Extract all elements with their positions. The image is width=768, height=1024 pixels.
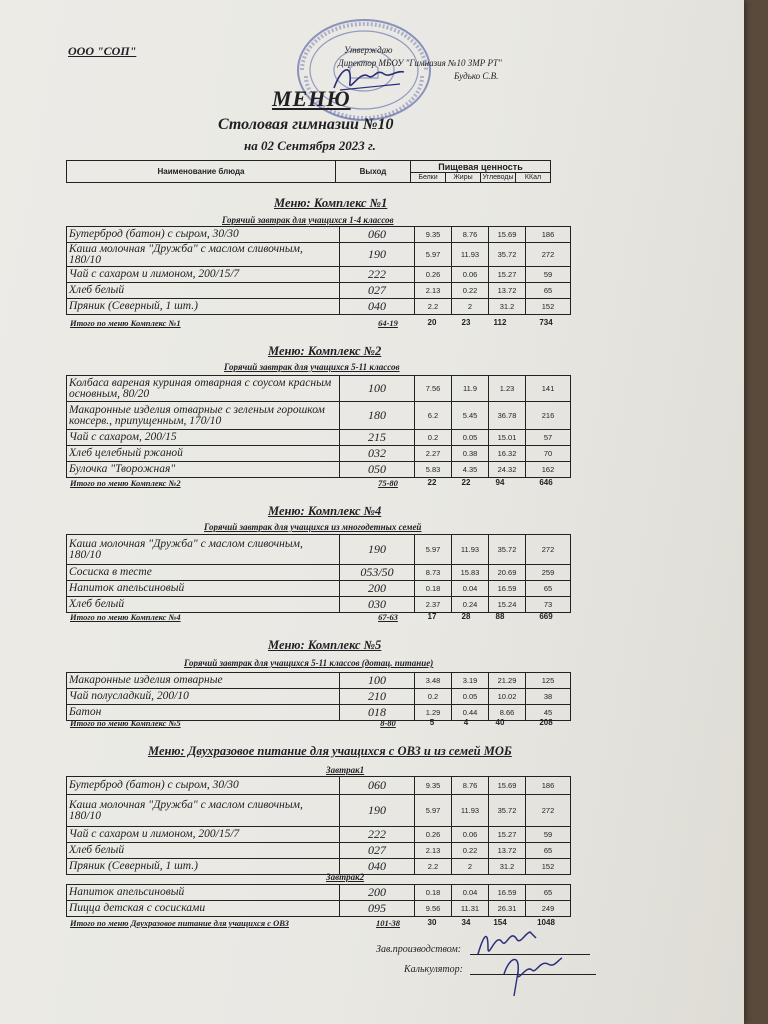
menu-row: [67, 827, 571, 843]
approve-word: Утверждаю: [344, 45, 393, 55]
dish-protein: 2.37: [415, 597, 452, 613]
menu-row: [67, 376, 571, 402]
menu-date: на 02 Сентября 2023 г.: [244, 138, 376, 153]
dish-fat: 0.24: [452, 597, 489, 613]
dish-kcal: 65: [526, 581, 571, 597]
col-nutrition-header: Пищевая ценность: [411, 161, 551, 173]
section-title: Меню: Комплекс №5: [268, 638, 382, 652]
dish-kcal: 73: [526, 597, 571, 613]
dish-fat: 5.45: [452, 402, 489, 430]
dish-fat: 0.06: [452, 267, 489, 283]
total-output: 67-63: [378, 612, 398, 622]
dish-output: 100: [340, 673, 415, 689]
page-title: МЕНЮ: [272, 86, 351, 111]
total-protein: 30: [427, 918, 437, 927]
dish-carbs: 13.72: [489, 283, 526, 299]
menu-row: [67, 227, 571, 243]
section-total: [70, 478, 570, 490]
col-name-header: Наименование блюда: [67, 161, 336, 183]
dish-kcal: 272: [526, 243, 571, 267]
col-fat-header: Жиры: [446, 173, 481, 183]
dish-name: Каша молочная "Дружба" с маслом сливочным, 180/10: [67, 535, 340, 565]
dish-output: 180: [340, 402, 415, 430]
dish-carbs: 15.69: [489, 227, 526, 243]
menu-row: [67, 597, 571, 613]
menu-row: [67, 430, 571, 446]
dish-fat: 0.06: [452, 827, 489, 843]
dish-fat: 0.05: [452, 689, 489, 705]
dish-protein: 7.56: [415, 376, 452, 402]
dish-fat: 0.22: [452, 843, 489, 859]
dish-fat: 11.9: [452, 376, 489, 402]
menu-row: [67, 795, 571, 827]
total-fat: 4: [463, 718, 469, 727]
dish-output: 100: [340, 376, 415, 402]
total-output: 8-80: [380, 718, 396, 728]
dish-kcal: 186: [526, 777, 571, 795]
dish-output: 190: [340, 795, 415, 827]
dish-name: Каша молочная "Дружба" с маслом сливочным, 180/10: [67, 795, 340, 827]
dish-carbs: 15.69: [489, 777, 526, 795]
dish-fat: 11.31: [452, 901, 489, 917]
menu-row: [67, 283, 571, 299]
dish-fat: 11.93: [452, 795, 489, 827]
dish-protein: 5.97: [415, 795, 452, 827]
section-total: [70, 718, 570, 730]
menu-row: [67, 689, 571, 705]
dish-protein: 0.2: [415, 689, 452, 705]
total-label: Итого по меню Комплекс №2: [70, 478, 181, 488]
menu-row: [67, 299, 571, 315]
menu-row: [67, 267, 571, 283]
dish-fat: 0.38: [452, 446, 489, 462]
dish-protein: 0.26: [415, 827, 452, 843]
total-carbs: 88: [495, 612, 505, 621]
dish-fat: 3.19: [452, 673, 489, 689]
dish-carbs: 35.72: [489, 535, 526, 565]
menu-row: [67, 243, 571, 267]
dish-carbs: 13.72: [489, 843, 526, 859]
dish-output: 095: [340, 901, 415, 917]
menu-row: [67, 462, 571, 478]
dish-fat: 0.22: [452, 283, 489, 299]
dish-output: 018: [340, 705, 415, 721]
menu-row: [67, 565, 571, 581]
dish-output: 190: [340, 535, 415, 565]
dish-protein: 5.83: [415, 462, 452, 478]
dish-kcal: 65: [526, 283, 571, 299]
calculator-label: Калькулятор:: [404, 964, 463, 975]
dish-name: Чай с сахаром и лимоном, 200/15/7: [67, 827, 340, 843]
dish-carbs: 31.2: [489, 859, 526, 875]
dish-carbs: 16.59: [489, 885, 526, 901]
page-subtitle: Столовая гимназии №10: [218, 116, 394, 133]
dish-carbs: 21.29: [489, 673, 526, 689]
dish-protein: 0.18: [415, 885, 452, 901]
total-label: Итого по меню Комплекс №1: [70, 318, 181, 328]
menu-table: [66, 884, 571, 917]
dish-kcal: 38: [526, 689, 571, 705]
menu-row: [67, 446, 571, 462]
dish-carbs: 35.72: [489, 243, 526, 267]
section-title: Меню: Двухразовое питание для учащихся с ОВЗ и из семей МОБ: [148, 744, 512, 758]
menu-table: [66, 375, 571, 478]
total-fat: 22: [461, 478, 471, 487]
dish-kcal: 272: [526, 535, 571, 565]
dish-kcal: 186: [526, 227, 571, 243]
total-label: Итого по меню Комплекс №4: [70, 612, 181, 622]
dish-kcal: 249: [526, 901, 571, 917]
dish-carbs: 16.59: [489, 581, 526, 597]
dish-fat: 11.93: [452, 535, 489, 565]
dish-name: Чай с сахаром и лимоном, 200/15/7: [67, 267, 340, 283]
dish-name: Пицца детская с сосисками: [67, 901, 340, 917]
dish-fat: 8.76: [452, 227, 489, 243]
dish-name: Булочка "Творожная": [67, 462, 340, 478]
dish-fat: 15.83: [452, 565, 489, 581]
dish-kcal: 272: [526, 795, 571, 827]
dish-carbs: 8.66: [489, 705, 526, 721]
menu-row: [67, 901, 571, 917]
dish-protein: 3.48: [415, 673, 452, 689]
menu-table: [66, 534, 571, 613]
dish-output: 060: [340, 777, 415, 795]
menu-row: [67, 885, 571, 901]
column-header: [66, 160, 551, 183]
menu-row: [67, 673, 571, 689]
dish-kcal: 57: [526, 430, 571, 446]
total-fat: 23: [461, 318, 471, 327]
dish-output: 032: [340, 446, 415, 462]
total-label: Итого по меню Двухразовое питание для учащихся с ОВЗ: [70, 918, 290, 928]
menu-table: [66, 776, 571, 875]
dish-carbs: 36.78: [489, 402, 526, 430]
dish-output: 030: [340, 597, 415, 613]
menu-row: [67, 777, 571, 795]
total-kcal: 1048: [537, 918, 555, 927]
dish-carbs: 15.24: [489, 597, 526, 613]
dish-protein: 5.97: [415, 243, 452, 267]
dish-protein: 2.13: [415, 283, 452, 299]
dish-output: 190: [340, 243, 415, 267]
dish-output: 200: [340, 581, 415, 597]
dish-protein: 1.29: [415, 705, 452, 721]
total-protein: 20: [427, 318, 437, 327]
total-fat: 28: [461, 612, 471, 621]
total-fat: 34: [461, 918, 471, 927]
dish-output: 040: [340, 859, 415, 875]
dish-kcal: 70: [526, 446, 571, 462]
dish-fat: 0.05: [452, 430, 489, 446]
dish-fat: 8.76: [452, 777, 489, 795]
total-output: 64-19: [378, 318, 398, 328]
dish-protein: 5.97: [415, 535, 452, 565]
dish-name: Каша молочная "Дружба" с маслом сливочным, 180/10: [67, 243, 340, 267]
menu-row: [67, 535, 571, 565]
total-kcal: 208: [539, 718, 553, 727]
dish-name: Чай с сахаром, 200/15: [67, 430, 340, 446]
total-kcal: 646: [539, 478, 553, 487]
group-subtitle: Горячий завтрак для учащихся из многодетных семей: [204, 522, 422, 532]
menu-row: [67, 859, 571, 875]
total-protein: 17: [427, 612, 437, 621]
dish-name: Батон: [67, 705, 340, 721]
dish-protein: 9.35: [415, 777, 452, 795]
menu-row: [67, 402, 571, 430]
dish-kcal: 162: [526, 462, 571, 478]
dish-name: Макаронные изделия отварные: [67, 673, 340, 689]
dish-kcal: 59: [526, 267, 571, 283]
section-title: Меню: Комплекс №1: [274, 196, 388, 210]
group-subtitle: Завтрак1: [326, 765, 365, 775]
dish-name: Бутерброд (батон) с сыром, 30/30: [67, 227, 340, 243]
total-label: Итого по меню Комплекс №5: [70, 718, 181, 728]
total-carbs: 40: [495, 718, 505, 727]
menu-table: [66, 226, 571, 315]
col-kcal-header: ККал: [516, 173, 551, 183]
dish-carbs: 16.32: [489, 446, 526, 462]
dish-fat: 0.44: [452, 705, 489, 721]
dish-protein: 2.2: [415, 299, 452, 315]
dish-name: Хлеб целебный ржаной: [67, 446, 340, 462]
dish-name: Хлеб белый: [67, 843, 340, 859]
total-kcal: 669: [539, 612, 553, 621]
dish-carbs: 20.69: [489, 565, 526, 581]
dish-output: 053/50: [340, 565, 415, 581]
dish-fat: 4.35: [452, 462, 489, 478]
dish-protein: 0.26: [415, 267, 452, 283]
dish-name: Бутерброд (батон) с сыром, 30/30: [67, 777, 340, 795]
dish-kcal: 125: [526, 673, 571, 689]
group-subtitle: Горячий завтрак для учащихся 5-11 классов: [224, 362, 400, 372]
dish-output: 200: [340, 885, 415, 901]
dish-name: Пряник (Северный, 1 шт.): [67, 859, 340, 875]
dish-carbs: 35.72: [489, 795, 526, 827]
dish-carbs: 15.27: [489, 267, 526, 283]
total-kcal: 734: [539, 318, 553, 327]
dish-fat: 2: [452, 299, 489, 315]
section-total: [70, 612, 570, 624]
dish-kcal: 65: [526, 885, 571, 901]
dish-protein: 2.27: [415, 446, 452, 462]
col-protein-header: Белки: [411, 173, 446, 183]
dish-output: 060: [340, 227, 415, 243]
dish-name: Пряник (Северный, 1 шт.): [67, 299, 340, 315]
producer-label: Зав.производством:: [376, 944, 462, 955]
dish-protein: 0.18: [415, 581, 452, 597]
group-subtitle: Завтрак2: [326, 872, 365, 882]
dish-carbs: 24.32: [489, 462, 526, 478]
dish-name: Хлеб белый: [67, 597, 340, 613]
dish-carbs: 31.2: [489, 299, 526, 315]
dish-protein: 9.35: [415, 227, 452, 243]
dish-name: Макаронные изделия отварные с зеленым горошком консерв., припущенным, 170/10: [67, 402, 340, 430]
dish-kcal: 65: [526, 843, 571, 859]
dish-protein: 0.2: [415, 430, 452, 446]
total-protein: 5: [429, 718, 435, 727]
dish-kcal: 141: [526, 376, 571, 402]
dish-name: Хлеб белый: [67, 283, 340, 299]
dish-kcal: 45: [526, 705, 571, 721]
dish-name: Напиток апельсиновый: [67, 885, 340, 901]
dish-kcal: 216: [526, 402, 571, 430]
dish-carbs: 15.27: [489, 827, 526, 843]
total-carbs: 94: [495, 478, 505, 487]
menu-table: [66, 672, 571, 721]
dish-name: Сосиска в тесте: [67, 565, 340, 581]
dish-fat: 0.04: [452, 581, 489, 597]
dish-name: Колбаса вареная куриная отварная с соусом красным основным, 80/20: [67, 376, 340, 402]
dish-protein: 2.2: [415, 859, 452, 875]
col-carbs-header: Углеводы: [482, 174, 514, 181]
dish-carbs: 26.31: [489, 901, 526, 917]
total-carbs: 154: [493, 918, 507, 927]
dish-output: 210: [340, 689, 415, 705]
dish-fat: 11.93: [452, 243, 489, 267]
dish-carbs: 1.23: [489, 376, 526, 402]
dish-output: 215: [340, 430, 415, 446]
menu-row: [67, 843, 571, 859]
dish-output: 050: [340, 462, 415, 478]
dish-output: 040: [340, 299, 415, 315]
dish-name: Напиток апельсиновый: [67, 581, 340, 597]
dish-output: 222: [340, 827, 415, 843]
dish-name: Чай полусладкий, 200/10: [67, 689, 340, 705]
total-protein: 22: [427, 478, 437, 487]
total-carbs: 112: [493, 318, 507, 327]
dish-kcal: 152: [526, 299, 571, 315]
dish-output: 027: [340, 843, 415, 859]
dish-kcal: 259: [526, 565, 571, 581]
approve-director: Директор МБОУ "Гимназия №10 ЗМР РТ": [338, 58, 502, 68]
section-total: [70, 318, 570, 330]
dish-protein: 8.73: [415, 565, 452, 581]
total-output: 75-80: [378, 478, 398, 488]
approve-name: Будько С.В.: [454, 71, 499, 81]
dish-carbs: 10.02: [489, 689, 526, 705]
group-subtitle: Горячий завтрак для учащихся 1-4 классов: [222, 215, 394, 225]
dish-carbs: 15.01: [489, 430, 526, 446]
dish-fat: 0.04: [452, 885, 489, 901]
dish-protein: 2.13: [415, 843, 452, 859]
organization-name: ООО "СОП": [68, 44, 137, 58]
section-title: Меню: Комплекс №4: [268, 504, 382, 518]
dish-output: 027: [340, 283, 415, 299]
col-output-header: Выход: [336, 161, 411, 183]
calculator-signature: [496, 946, 566, 998]
dish-kcal: 152: [526, 859, 571, 875]
menu-row: [67, 581, 571, 597]
dish-output: 222: [340, 267, 415, 283]
dish-kcal: 59: [526, 827, 571, 843]
section-title: Меню: Комплекс №2: [268, 344, 382, 358]
dish-fat: 2: [452, 859, 489, 875]
dish-protein: 6.2: [415, 402, 452, 430]
dish-protein: 9.56: [415, 901, 452, 917]
group-subtitle: Горячий завтрак для учащихся 5-11 классов (дотац. питание): [184, 658, 434, 668]
total-output: 101-38: [375, 918, 401, 928]
